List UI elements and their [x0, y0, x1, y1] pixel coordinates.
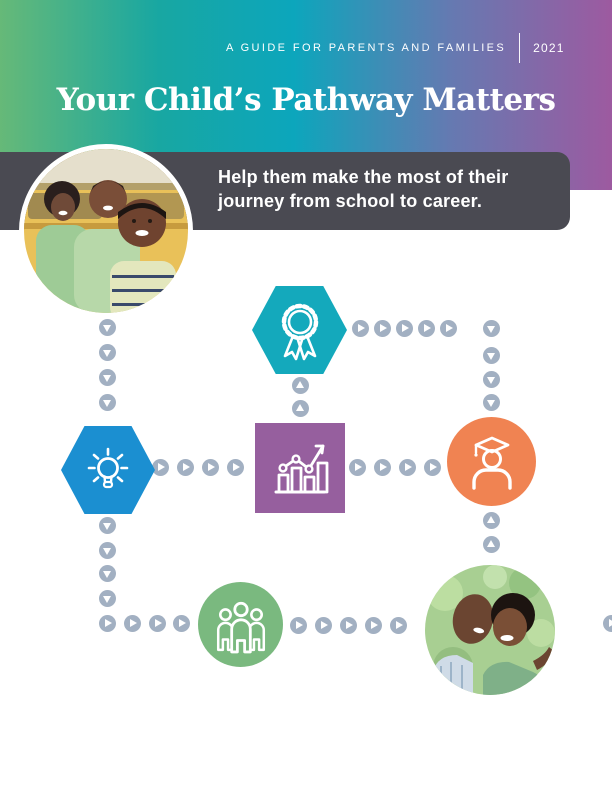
path-arrow-down-dot — [483, 371, 500, 388]
path-arrow-right-dot — [603, 615, 612, 632]
path-arrow-down-dot — [99, 369, 116, 386]
family-bus-photo-art — [24, 149, 188, 313]
path-arrow-right-dot — [340, 617, 357, 634]
path-arrow-down-dot — [99, 344, 116, 361]
path-arrow-down-dot — [99, 565, 116, 582]
path-arrow-right-dot — [227, 459, 244, 476]
path-arrow-right-dot — [99, 615, 116, 632]
path-arrow-right-dot — [374, 320, 391, 337]
community-node — [198, 582, 283, 667]
path-arrow-right-dot — [290, 617, 307, 634]
path-arrow-down-dot — [483, 347, 500, 364]
growth-chart-icon — [269, 437, 331, 499]
path-arrow-right-dot — [418, 320, 435, 337]
path-arrow-right-dot — [315, 617, 332, 634]
path-arrow-up-dot — [292, 400, 309, 417]
path-arrow-right-dot — [424, 459, 441, 476]
path-arrow-up-dot — [483, 512, 500, 529]
path-arrow-down-dot — [483, 394, 500, 411]
path-arrow-right-dot — [396, 320, 413, 337]
path-arrow-right-dot — [390, 617, 407, 634]
path-arrow-right-dot — [352, 320, 369, 337]
path-arrow-right-dot — [149, 615, 166, 632]
graduate-icon — [462, 432, 522, 492]
award-ribbon-icon — [272, 297, 328, 363]
path-arrow-down-dot — [99, 319, 116, 336]
path-arrow-right-dot — [124, 615, 141, 632]
path-arrow-right-dot — [152, 459, 169, 476]
path-arrow-down-dot — [99, 394, 116, 411]
path-arrow-down-dot — [99, 542, 116, 559]
intro-banner-text: Help them make the most of their journey from school to career. — [218, 167, 509, 211]
path-arrow-right-dot — [374, 459, 391, 476]
path-arrow-right-dot — [365, 617, 382, 634]
path-arrow-up-dot — [292, 377, 309, 394]
path-arrow-right-dot — [173, 615, 190, 632]
page-title: Your Child’s Pathway Matters — [56, 82, 556, 118]
lightbulb-icon — [80, 442, 136, 498]
path-arrow-right-dot — [399, 459, 416, 476]
father-son-photo-art — [425, 565, 555, 695]
path-arrow-down-dot — [99, 590, 116, 607]
father-son-photo — [425, 565, 555, 695]
path-arrow-down-dot — [99, 517, 116, 534]
path-arrow-up-dot — [483, 536, 500, 553]
path-arrow-right-dot — [177, 459, 194, 476]
path-arrow-right-dot — [202, 459, 219, 476]
family-bus-photo — [19, 144, 193, 318]
year-label: 2021 — [533, 41, 565, 55]
path-arrow-right-dot — [349, 459, 366, 476]
graduate-node — [447, 417, 536, 506]
path-arrow-right-dot — [440, 320, 457, 337]
people-group-icon — [212, 596, 270, 654]
kicker-text: A GUIDE FOR PARENTS AND FAMILIES — [226, 42, 507, 54]
growth-node — [255, 423, 345, 513]
path-arrow-down-dot — [483, 320, 500, 337]
